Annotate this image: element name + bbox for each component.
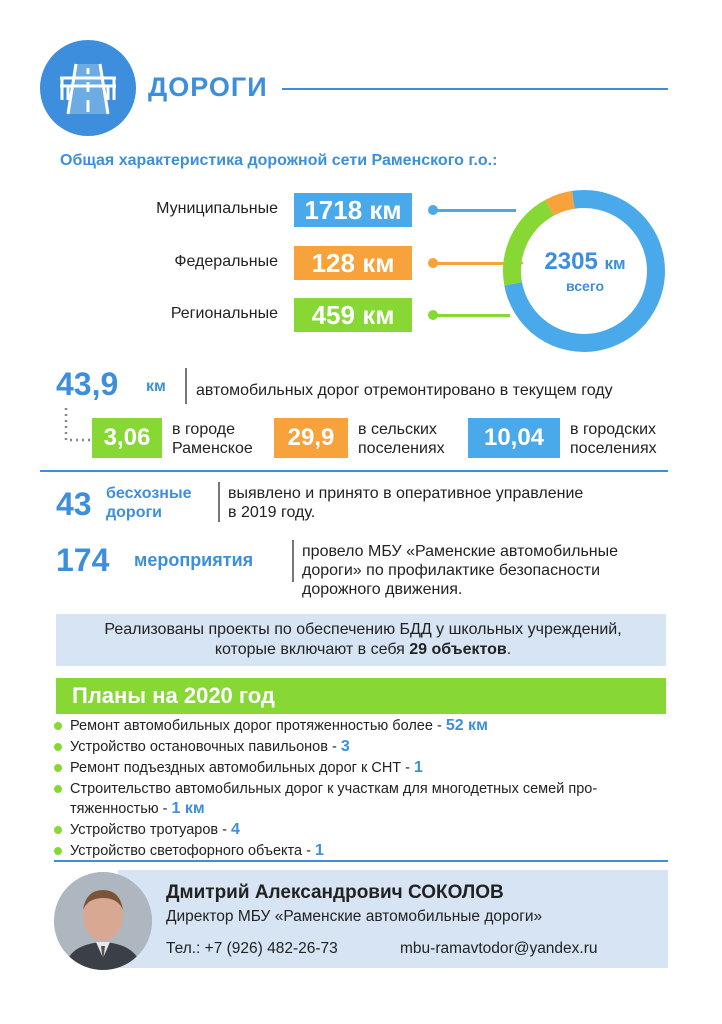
page-title: ДОРОГИ [148, 72, 268, 102]
list-item: Устройство остановочных павильонов - 3 [54, 737, 664, 757]
title-divider [282, 88, 668, 90]
repaired-city-value: 3,06 [92, 418, 162, 458]
info-text: Реализованы проекты по обеспечению БДД у школьных учреждений, которые включают в себя 29 объектов. [104, 621, 622, 658]
road-label-federal: Федеральные [174, 253, 278, 270]
ownerless-value: 43 [56, 486, 92, 522]
road-value-regional: 459 км [294, 298, 412, 332]
list-item: Строительство автомобильных дорог к участкам для многодетных семей про-тяженностью - 1 км [54, 779, 664, 819]
contact-email: mbu-ramavtodor@yandex.ru [400, 940, 598, 957]
bullet-icon [54, 764, 62, 772]
events-label: мероприятия [134, 550, 254, 570]
contact-name: Дмитрий Александрович СОКОЛОВ [166, 882, 504, 903]
bullet-icon [54, 722, 62, 730]
list-item: Ремонт автомобильных дорог протяженностью более - 52 км [54, 716, 664, 736]
road-value-federal: 128 км [294, 246, 412, 280]
plans-list [54, 716, 664, 862]
director-photo [54, 872, 152, 970]
ownerless-label: бесхозные дороги [106, 485, 192, 521]
total-length: 2305 км [544, 248, 626, 275]
section-divider [54, 860, 668, 862]
repaired-text: автомобильных дорог отремонтировано в текущем году [196, 382, 613, 399]
repaired-city-label: в городе Раменское [172, 421, 253, 457]
road-icon [40, 40, 136, 136]
repaired-urban-value: 10,04 [468, 418, 560, 458]
separator [185, 368, 187, 404]
contact-phone: Тел.: +7 (926) 482-26-73 [166, 940, 338, 957]
bullet-icon [54, 785, 62, 793]
repaired-unit: км [146, 378, 166, 395]
list-item: Устройство тротуаров - 4 [54, 820, 664, 840]
person-icon [54, 872, 152, 970]
section-divider [40, 470, 668, 472]
list-item: Ремонт подъездных автомобильных дорог к СНТ - 1 [54, 758, 664, 778]
bullet-icon [54, 743, 62, 751]
road-value-municipal: 1718 км [294, 193, 412, 227]
repaired-urban-label: в городских поселениях [570, 421, 657, 457]
ownerless-text: выявлено и принято в оперативное управление в 2019 году. [228, 485, 584, 521]
road-label-regional: Региональные [170, 305, 278, 322]
bullet-icon [54, 847, 62, 855]
list-item: Устройство светофорного объекта - 1 [54, 841, 664, 861]
plans-title: Планы на 2020 год [72, 683, 275, 708]
dotted-connector [62, 406, 92, 446]
road-label-municipal: Муниципальные [156, 200, 278, 217]
contact-position: Директор МБУ «Раменские автомобильные дороги» [166, 908, 543, 925]
repaired-rural-label: в сельских поселениях [358, 421, 445, 457]
separator [218, 482, 220, 522]
events-text: провело МБУ «Раменские автомобильные дороги» по профилактике безопасности дорожного движения. [302, 543, 619, 598]
repaired-rural-value: 29,9 [274, 418, 348, 458]
section-subtitle: Общая характеристика дорожной сети Раменского г.о.: [60, 152, 498, 169]
donut-slice-1 [550, 200, 574, 208]
road-logo [40, 40, 136, 136]
separator [292, 540, 294, 582]
total-label: всего [565, 278, 605, 294]
bullet-icon [54, 826, 62, 834]
repaired-value: 43,9 [56, 366, 119, 402]
events-value: 174 [56, 542, 110, 578]
